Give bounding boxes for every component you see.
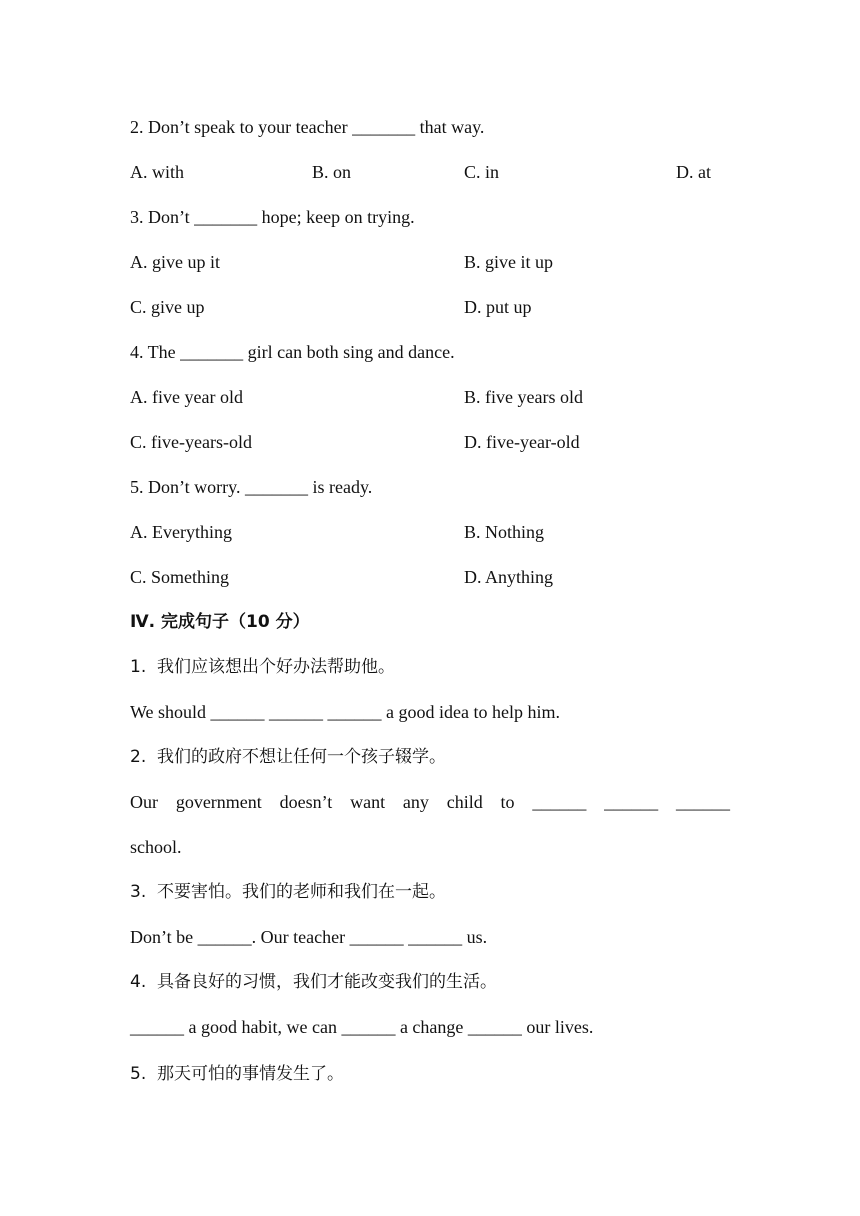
question-5-option-a: A. Everything	[130, 522, 232, 542]
sentence-1-english: We should ______ ______ ______ a good idea to help him.	[130, 702, 561, 722]
sentence-2-english-continued: school.	[130, 837, 182, 857]
question-5-option-c: C. Something	[130, 567, 230, 587]
question-4-option-b: B. five years old	[464, 387, 583, 407]
question-4-option-a: A. five year old	[130, 387, 243, 407]
question-3-option-b: B. give it up	[464, 252, 553, 272]
question-5-option-d: D. Anything	[464, 567, 554, 587]
question-3-option-c: C. give up	[130, 297, 205, 317]
sentence-4-chinese: 4. 具备良好的习惯，我们才能改变我们的生活。	[130, 972, 498, 992]
question-2-option-a: A. with	[130, 162, 184, 182]
question-2-option-d: D. at	[676, 162, 711, 182]
sentence-2-english: Our government doesn’t want any child to ______ ______ ______	[130, 792, 730, 812]
question-3-option-d: D. put up	[464, 297, 532, 317]
question-2-option-b: B. on	[312, 162, 352, 182]
sentence-3-english: Don’t be ______. Our teacher ______ ______ us.	[130, 927, 488, 947]
question-5-stem: 5. Don’t worry. _______ is ready.	[130, 477, 373, 497]
sentence-1-chinese: 1. 我们应该想出个好办法帮助他。	[130, 657, 396, 677]
question-2-option-c: C. in	[464, 162, 500, 182]
sentence-4-english: ______ a good habit, we can ______ a change ______ our lives.	[130, 1017, 594, 1037]
question-4-stem: 4. The _______ girl can both sing and dance.	[130, 342, 455, 362]
sentence-5-chinese: 5. 那天可怕的事情发生了。	[130, 1064, 345, 1084]
question-3-stem: 3. Don’t _______ hope; keep on trying.	[130, 207, 415, 227]
sentence-2-chinese: 2. 我们的政府不想让任何一个孩子辍学。	[130, 747, 447, 767]
sentence-3-chinese: 3. 不要害怕。我们的老师和我们在一起。	[130, 882, 447, 902]
question-2-stem: 2. Don’t speak to your teacher _______ that way.	[130, 117, 485, 137]
question-3-option-a: A. give up it	[130, 252, 220, 272]
section-4-heading: Ⅳ. 完成句子（10 分）	[130, 612, 310, 632]
question-4-option-d: D. five-year-old	[464, 432, 580, 452]
question-4-option-c: C. five-years-old	[130, 432, 252, 452]
question-5-option-b: B. Nothing	[464, 522, 545, 542]
